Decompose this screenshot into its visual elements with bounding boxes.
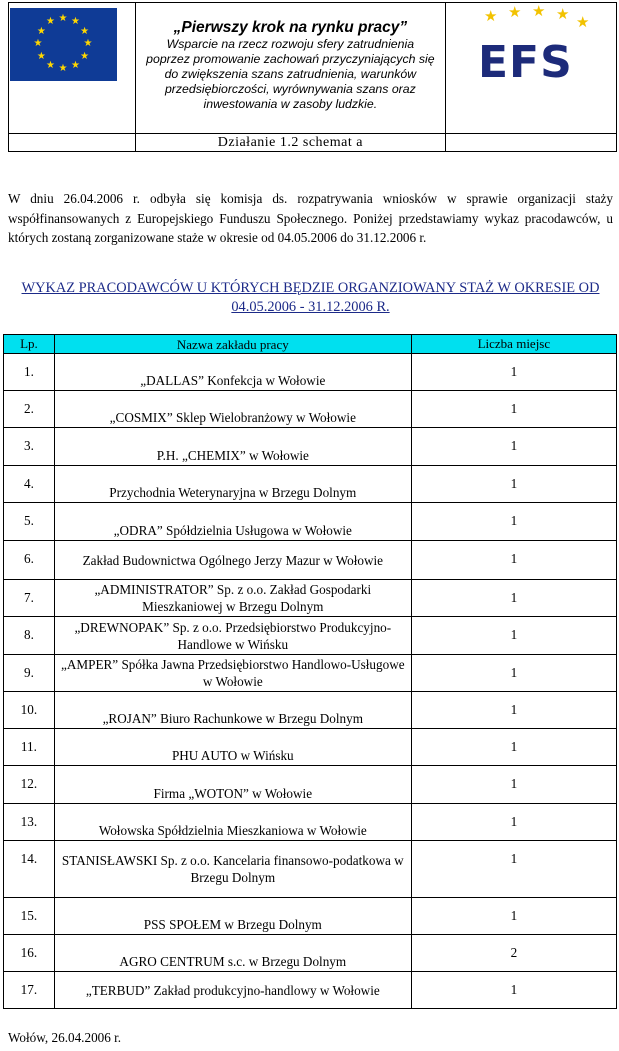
row-lp: 15. bbox=[4, 898, 55, 935]
row-employer-name: „COSMIX” Sklep Wielobranżowy w Wołowie bbox=[54, 391, 411, 428]
table-row bbox=[4, 466, 617, 503]
row-employer-name: Firma „WOTON” w Wołowie bbox=[54, 766, 411, 804]
table-row bbox=[4, 729, 617, 766]
row-lp: 13. bbox=[4, 804, 55, 841]
row-employer-name: Przychodnia Weterynaryjna w Brzegu Dolnym bbox=[54, 466, 411, 503]
efs-star-icon: ★ bbox=[575, 13, 590, 31]
row-employer-name: „DALLAS” Konfekcja w Wołowie bbox=[54, 354, 411, 391]
table-row bbox=[4, 354, 617, 391]
flag-star-icon: ★ bbox=[36, 50, 46, 62]
row-places-count: 1 bbox=[411, 580, 616, 617]
efs-star-icon: ★ bbox=[555, 5, 570, 23]
column-header-lp: Lp. bbox=[4, 335, 55, 354]
row-employer-name: P.H. „CHEMIX” w Wołowie bbox=[54, 428, 411, 466]
flag-star-icon: ★ bbox=[46, 16, 55, 28]
row-lp: 4. bbox=[4, 466, 55, 503]
row-lp: 10. bbox=[4, 692, 55, 729]
row-places-count: 1 bbox=[411, 655, 616, 692]
row-employer-name: PHU AUTO w Wińsku bbox=[54, 729, 411, 766]
row-employer-name: AGRO CENTRUM s.c. w Brzegu Dolnym bbox=[54, 935, 411, 972]
row-places-count: 1 bbox=[411, 898, 616, 935]
row-lp: 2. bbox=[4, 391, 55, 428]
table-row bbox=[4, 655, 617, 692]
program-description: Wsparcie na rzecz rozwoju sfery zatrudnienia poprzez promowanie zachowań przyczyniających się do zwiększenia szans zatrudnienia, warunków przedsiębiorczości, wyrównywania szans oraz inwestowania w zasoby ludzkie. bbox=[146, 37, 435, 111]
row-places-count: 1 bbox=[411, 766, 616, 804]
table-row bbox=[4, 617, 617, 655]
efs-star-icon: ★ bbox=[483, 7, 498, 25]
row-places-count: 1 bbox=[411, 841, 616, 898]
row-lp: 8. bbox=[4, 617, 55, 655]
header-table bbox=[8, 2, 617, 152]
flag-star-icon: ★ bbox=[36, 25, 46, 37]
flag-star-icon: ★ bbox=[71, 16, 80, 28]
row-lp: 9. bbox=[4, 655, 55, 692]
table-row bbox=[4, 898, 617, 935]
row-places-count: 1 bbox=[411, 617, 616, 655]
table-row bbox=[4, 804, 617, 841]
flag-star-icon: ★ bbox=[46, 59, 55, 71]
table-row bbox=[4, 972, 617, 1009]
row-employer-name: Zakład Budownictwa Ogólnego Jerzy Mazur w Wołowie bbox=[54, 541, 411, 580]
table-header-row bbox=[4, 335, 617, 354]
row-employer-name: „DREWNOPAK” Sp. z o.o. Przedsiębiorstwo Produkcyjno-Handlowe w Wińsku bbox=[54, 617, 411, 655]
table-row bbox=[4, 935, 617, 972]
efs-star-icon: ★ bbox=[507, 3, 522, 21]
row-employer-name: „TERBUD” Zakład produkcyjno-handlowy w Wołowie bbox=[54, 972, 411, 1009]
row-places-count: 2 bbox=[411, 935, 616, 972]
table-row bbox=[4, 841, 617, 898]
flag-star-icon: ★ bbox=[58, 13, 68, 24]
program-cell bbox=[135, 3, 445, 134]
row-employer-name: „ADMINISTRATOR” Sp. z o.o. Zakład Gospodarki Mieszkaniowej w Brzegu Dolnym bbox=[54, 580, 411, 617]
row-lp: 14. bbox=[4, 841, 55, 898]
efs-logo-cell bbox=[445, 3, 616, 134]
efs-logo bbox=[446, 3, 616, 133]
table-row bbox=[4, 692, 617, 729]
efs-logo-text: EFS bbox=[477, 37, 573, 88]
row-places-count: 1 bbox=[411, 692, 616, 729]
row-employer-name: „ROJAN” Biuro Rachunkowe w Brzegu Dolnym bbox=[54, 692, 411, 729]
table-row bbox=[4, 391, 617, 428]
row-lp: 16. bbox=[4, 935, 55, 972]
employers-table bbox=[3, 334, 617, 1009]
table-row bbox=[4, 766, 617, 804]
row-places-count: 1 bbox=[411, 503, 616, 541]
table-row bbox=[4, 541, 617, 580]
row-employer-name: „AMPER” Spółka Jawna Przedsiębiorstwo Handlowo-Usługowe w Wołowie bbox=[54, 655, 411, 692]
row-employer-name: PSS SPOŁEM w Brzegu Dolnym bbox=[54, 898, 411, 935]
column-header-name: Nazwa zakładu pracy bbox=[54, 335, 411, 354]
row-lp: 11. bbox=[4, 729, 55, 766]
row-places-count: 1 bbox=[411, 804, 616, 841]
row-lp: 1. bbox=[4, 354, 55, 391]
row-places-count: 1 bbox=[411, 972, 616, 1009]
flag-cell bbox=[9, 3, 136, 134]
row-places-count: 1 bbox=[411, 428, 616, 466]
efs-star-icon: ★ bbox=[531, 2, 546, 20]
row-lp: 12. bbox=[4, 766, 55, 804]
row-places-count: 1 bbox=[411, 466, 616, 503]
program-title: „Pierwszy krok na rynku pracy” bbox=[173, 19, 408, 36]
flag-star-icon: ★ bbox=[80, 50, 90, 62]
action-label: Działanie 1.2 schemat a bbox=[135, 134, 445, 152]
table-row bbox=[4, 503, 617, 541]
row-lp: 5. bbox=[4, 503, 55, 541]
row-places-count: 1 bbox=[411, 354, 616, 391]
footer-place-date: Wołów, 26.04.2006 r. bbox=[8, 1030, 122, 1045]
table-row bbox=[4, 428, 617, 466]
row-employer-name: Wołowska Spółdzielnia Mieszkaniowa w Wołowie bbox=[54, 804, 411, 841]
row-employer-name: STANISŁAWSKI Sp. z o.o. Kancelaria finansowo-podatkowa w Brzegu Dolnym bbox=[54, 841, 411, 898]
list-title: WYKAZ PRACODAWCÓW U KTÓRYCH BĘDZIE ORGANZIOWANY STAŻ W OKRESIE OD 04.05.2006 - 31.12.2006 R. bbox=[21, 280, 600, 315]
header-empty-left bbox=[9, 134, 136, 152]
flag-star-icon: ★ bbox=[83, 38, 93, 49]
flag-star-icon: ★ bbox=[58, 63, 68, 74]
column-header-count: Liczba miejsc bbox=[411, 335, 616, 354]
intro-paragraph: W dniu 26.04.2006 r. odbyła się komisja ds. rozpatrywania wniosków w sprawie organizacji staży współfinansowanych z Europejskiego Funduszu Społecznego. Poniżej przedstawiamy wykaz pracodawców, u których zostaną zorganizowane staże w okresie od 04.05.2006 do 31.12.2006 r. bbox=[8, 191, 613, 245]
header-empty-right bbox=[445, 134, 616, 152]
eu-flag-icon bbox=[10, 8, 117, 81]
row-places-count: 1 bbox=[411, 391, 616, 428]
row-employer-name: „ODRA” Spółdzielnia Usługowa w Wołowie bbox=[54, 503, 411, 541]
row-lp: 7. bbox=[4, 580, 55, 617]
row-places-count: 1 bbox=[411, 729, 616, 766]
table-row bbox=[4, 580, 617, 617]
row-lp: 17. bbox=[4, 972, 55, 1009]
row-lp: 3. bbox=[4, 428, 55, 466]
row-lp: 6. bbox=[4, 541, 55, 580]
flag-star-icon: ★ bbox=[71, 59, 80, 71]
row-places-count: 1 bbox=[411, 541, 616, 580]
flag-star-icon: ★ bbox=[33, 38, 43, 49]
flag-star-icon: ★ bbox=[80, 25, 90, 37]
